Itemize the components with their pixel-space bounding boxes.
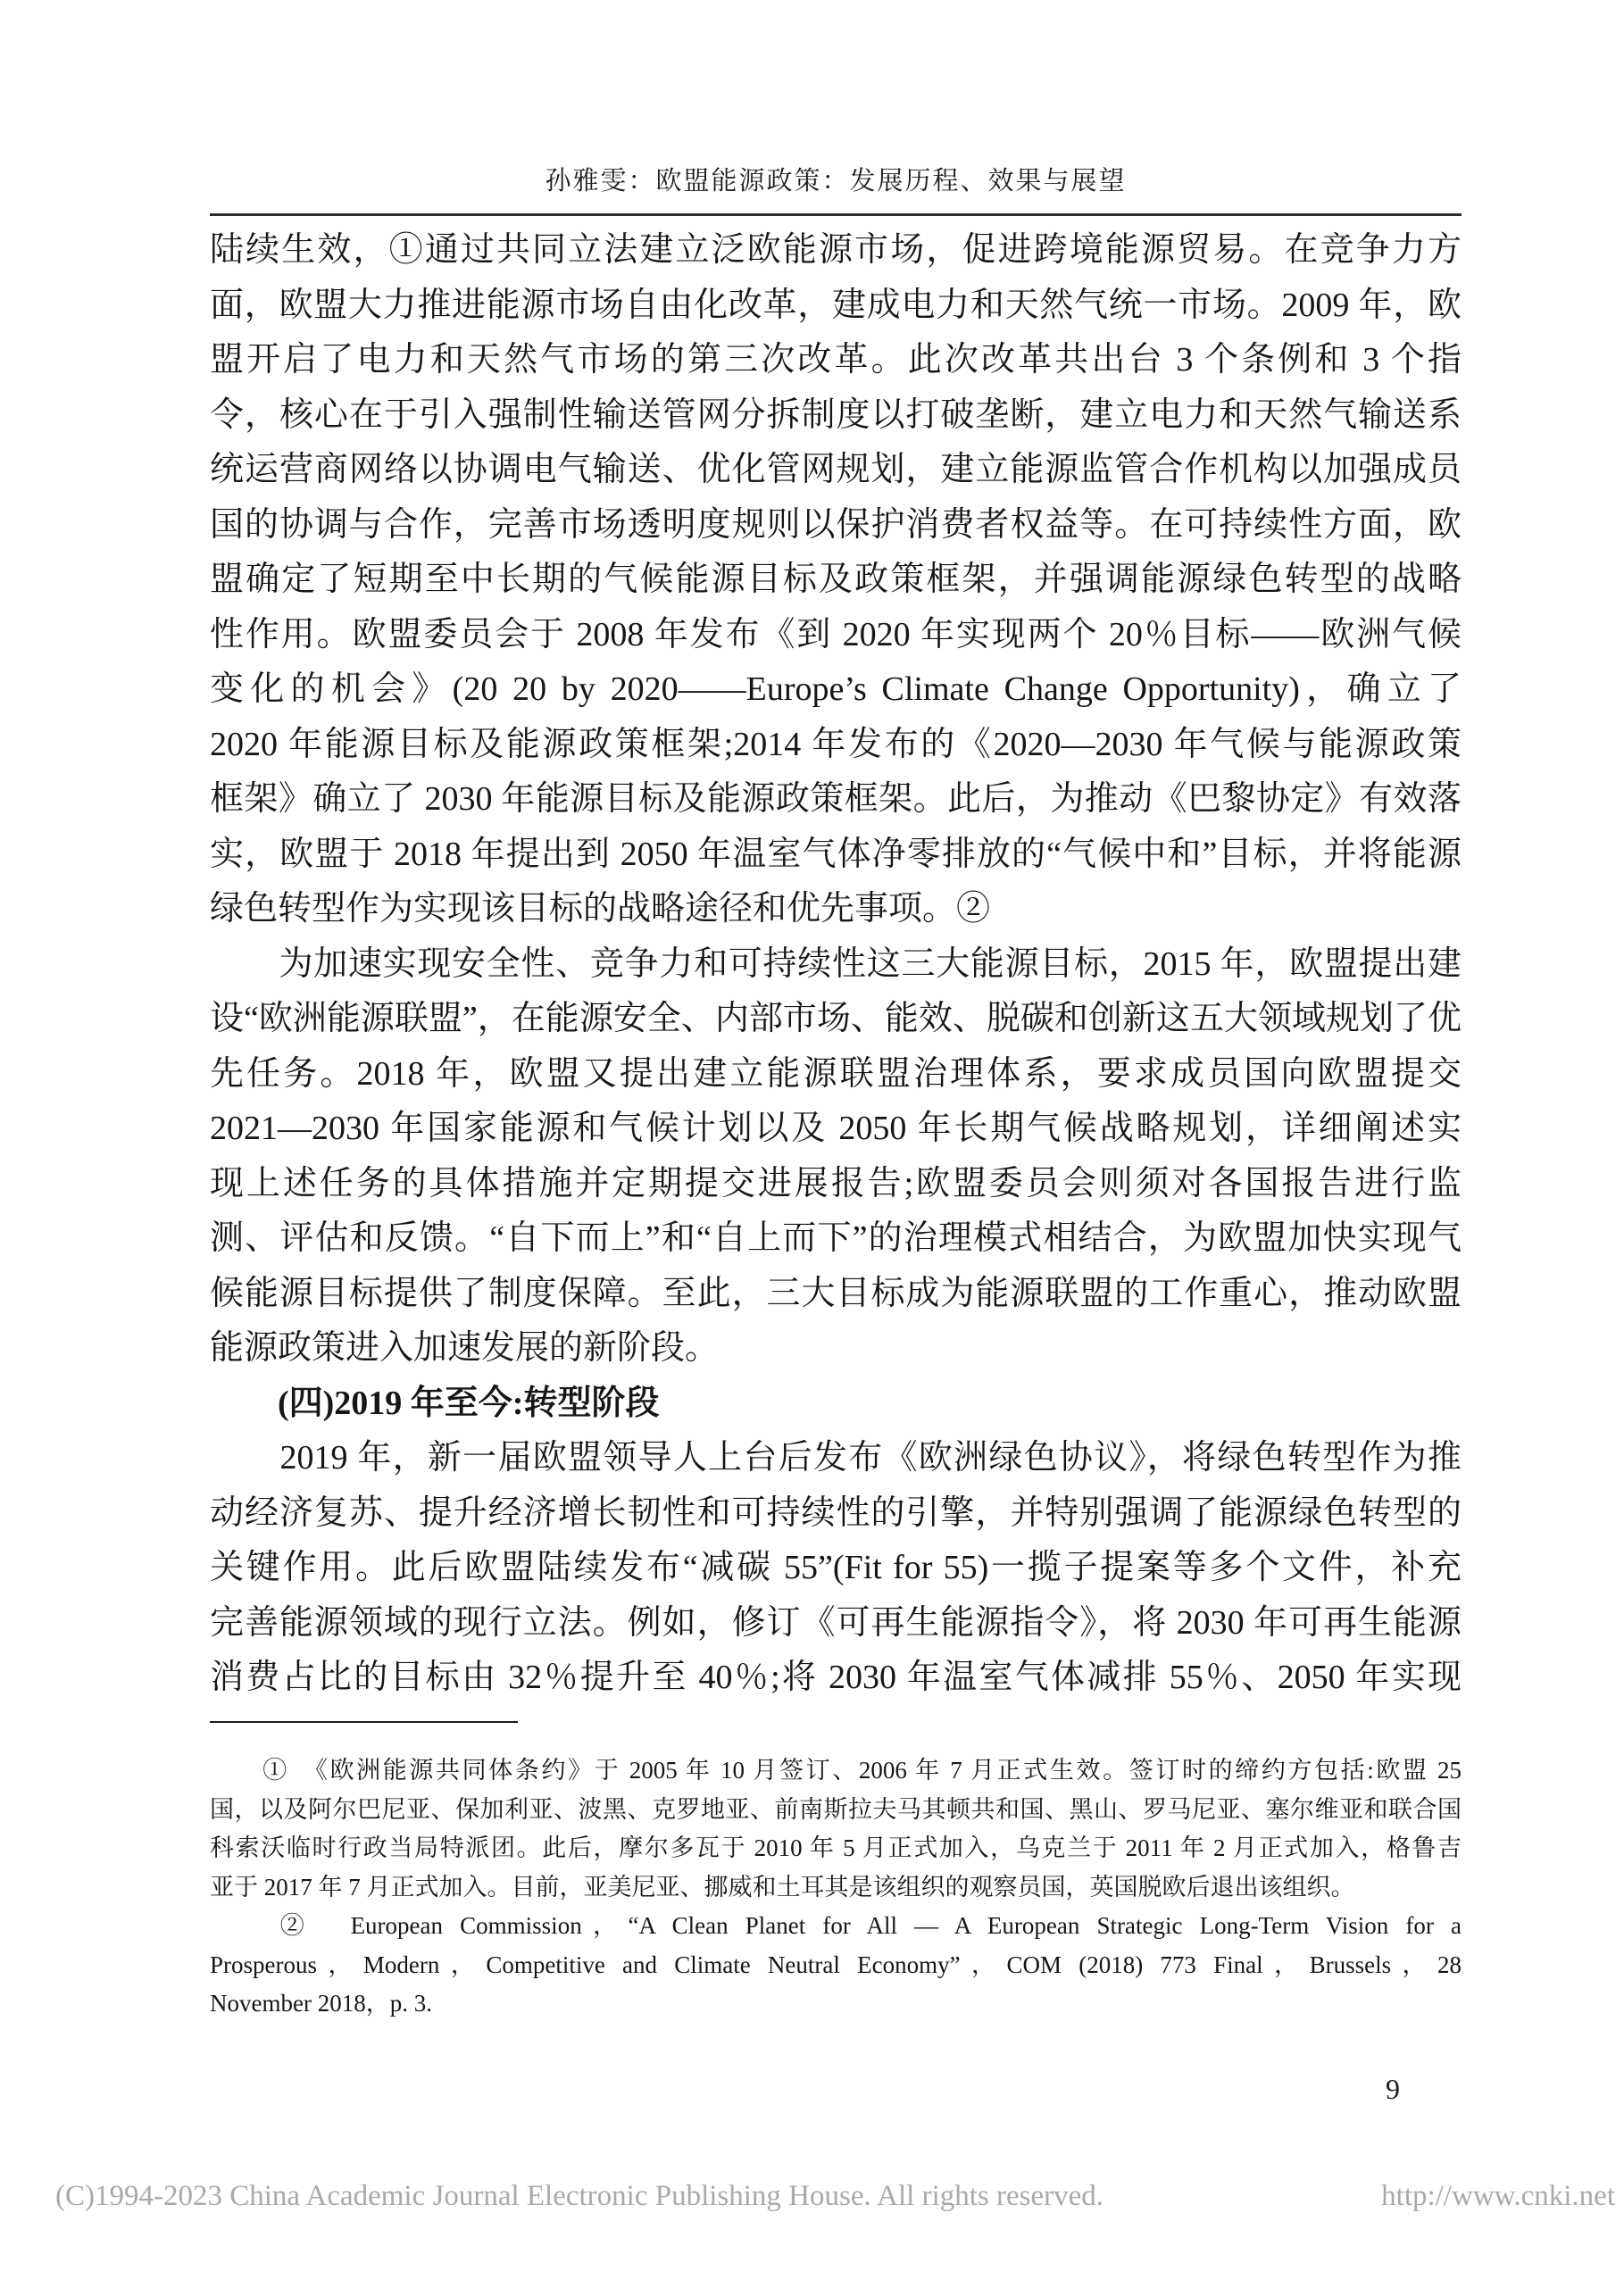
text-line: 绿色转型作为实现该目标的战略途径和优先事项。② [210, 890, 991, 928]
body-text [210, 223, 1462, 1706]
running-header-title: 孙雅雯：欧盟能源政策：发展历程、效果与展望 [545, 167, 1127, 195]
text-line: 国的协调与合作，完善市场透明度规则以保护消费者权益等。在可持续性方面，欧 [210, 505, 1462, 544]
paragraph [210, 223, 1462, 937]
text-line: 动经济复苏、提升经济增长韧性和可持续性的引擎，并特别强调了能源绿色转型的 [210, 1493, 1462, 1532]
footnote-line: 科索沃临时行政当局特派团。此后，摩尔多瓦于 2010 年 5 月正式加入，乌克兰于 2011 年 2 月正式加入，格鲁吉 [210, 1834, 1462, 1861]
footnote [210, 1907, 1462, 2024]
copyright-notice [55, 2180, 1615, 2213]
header-rule [210, 213, 1462, 216]
footnote-line: ② European Commission，“A Clean Planet for All — A European Strategic Long-Term Vision for a [210, 1912, 1462, 1939]
text-line: 能源政策进入加速发展的新阶段。 [210, 1329, 720, 1367]
text-line: 令，核心在于引入强制性输送管网分拆制度以打破垄断，建立电力和天然气输送系 [210, 395, 1462, 434]
text-line: 实，欧盟于 2018 年提出到 2050 年温室气体净零排放的“气候中和”目标，并将能源 [210, 835, 1462, 873]
section-heading: (四)2019 年至今:转型阶段 [210, 1384, 660, 1422]
footnote-line: ① 《欧洲能源共同体条约》于 2005 年 10 月签订、2006 年 7 月正式生效。签订时的缔约方包括:欧盟 25 [210, 1757, 1462, 1784]
paragraph [210, 1431, 1462, 1706]
text-line: 陆续生效，①通过共同立法建立泛欧能源市场，促进跨境能源贸易。在竞争力方 [210, 231, 1462, 269]
footnote [210, 1751, 1462, 1907]
footnotes [210, 1751, 1462, 2024]
text-line: 2021—2030 年国家能源和气候计划以及 2050 年长期气候战略规划，详细阐述实 [210, 1110, 1462, 1147]
text-line: 候能源目标提供了制度保障。至此，三大目标成为能源联盟的工作重心，推动欧盟 [210, 1274, 1462, 1312]
footnote-line: November 2018，p. 3. [210, 1990, 432, 2017]
text-line: 设“欧洲能源联盟”，在能源安全、内部市场、能效、脱碳和创新这五大领域规划了优 [210, 1000, 1462, 1037]
text-line: 现上述任务的具体措施并定期提交进展报告;欧盟委员会则须对各国报告进行监 [210, 1164, 1462, 1202]
footnote-line: 国，以及阿尔巴尼亚、保加利亚、波黑、克罗地亚、前南斯拉夫马其顿共和国、黑山、罗马尼亚、塞尔维亚和联合国 [210, 1795, 1462, 1823]
footnote-line: 亚于 2017 年 7 月正式加入。目前，亚美尼亚、挪威和土耳其是该组织的观察员国，英国脱欧后退出该组织。 [210, 1873, 1355, 1901]
text-line: 为加速实现安全性、竞争力和可持续性这三大能源目标，2015 年，欧盟提出建 [210, 944, 1462, 983]
text-line: 统运营商网络以协调电气输送、优化管网规划，建立能源监管合作机构以加强成员 [210, 451, 1462, 488]
text-line: 盟开启了电力和天然气市场的第三次改革。此次改革共出台 3 个条例和 3 个指 [210, 341, 1462, 378]
text-line: 完善能源领域的现行立法。例如，修订《可再生能源指令》，将 2030 年可再生能源 [210, 1603, 1462, 1642]
text-line: 关键作用。此后欧盟陆续发布“减碳 55”(Fit for 55)一揽子提案等多个文件，补充 [210, 1549, 1462, 1586]
cnki-url: http://www.cnki.net [1381, 2180, 1615, 2212]
text-line: 测、评估和反馈。“自下而上”和“自上而下”的治理模式相结合，为欧盟加快实现气 [210, 1219, 1462, 1257]
copyright-text: (C)1994-2023 China Academic Journal Electronic Publishing House. All rights reserved. [55, 2180, 1104, 2212]
text-line: 先任务。2018 年，欧盟又提出建立能源联盟治理体系，要求成员国向欧盟提交 [210, 1054, 1462, 1093]
text-line: 2020 年能源目标及能源政策框架;2014 年发布的《2020—2030 年气候与能源政策 [210, 725, 1462, 763]
text-line: 2019 年，新一届欧盟领导人上台后发布《欧洲绿色协议》，将绿色转型作为推 [210, 1439, 1462, 1477]
text-line: 框架》确立了 2030 年能源目标及能源政策框架。此后，为推动《巴黎协定》有效落 [210, 780, 1462, 818]
footnote-line: Prosperous，Modern，Competitive and Climate Neutral Economy”，COM (2018) 773 Final，Brussels，28 [210, 1951, 1462, 1978]
text-line: 变化的机会》(20 20 by 2020——Europe’s Climate Change Opportunity)，确立了 [210, 670, 1462, 708]
text-line: 面，欧盟大力推进能源市场自由化改革，建成电力和天然气统一市场。2009 年，欧 [210, 286, 1462, 324]
text-line: 盟确定了短期至中长期的气候能源目标及政策框架，并强调能源绿色转型的战略 [210, 561, 1462, 598]
paragraph [210, 937, 1462, 1377]
page-number: 9 [1386, 2073, 1400, 2105]
text-line: 性作用。欧盟委员会于 2008 年发布《到 2020 年实现两个 20％目标——欧洲气候 [210, 615, 1462, 653]
footnote-separator [210, 1721, 518, 1723]
text-line: 消费占比的目标由 32％提升至 40％;将 2030 年温室气体减排 55％、2050 年实现 [210, 1659, 1462, 1696]
